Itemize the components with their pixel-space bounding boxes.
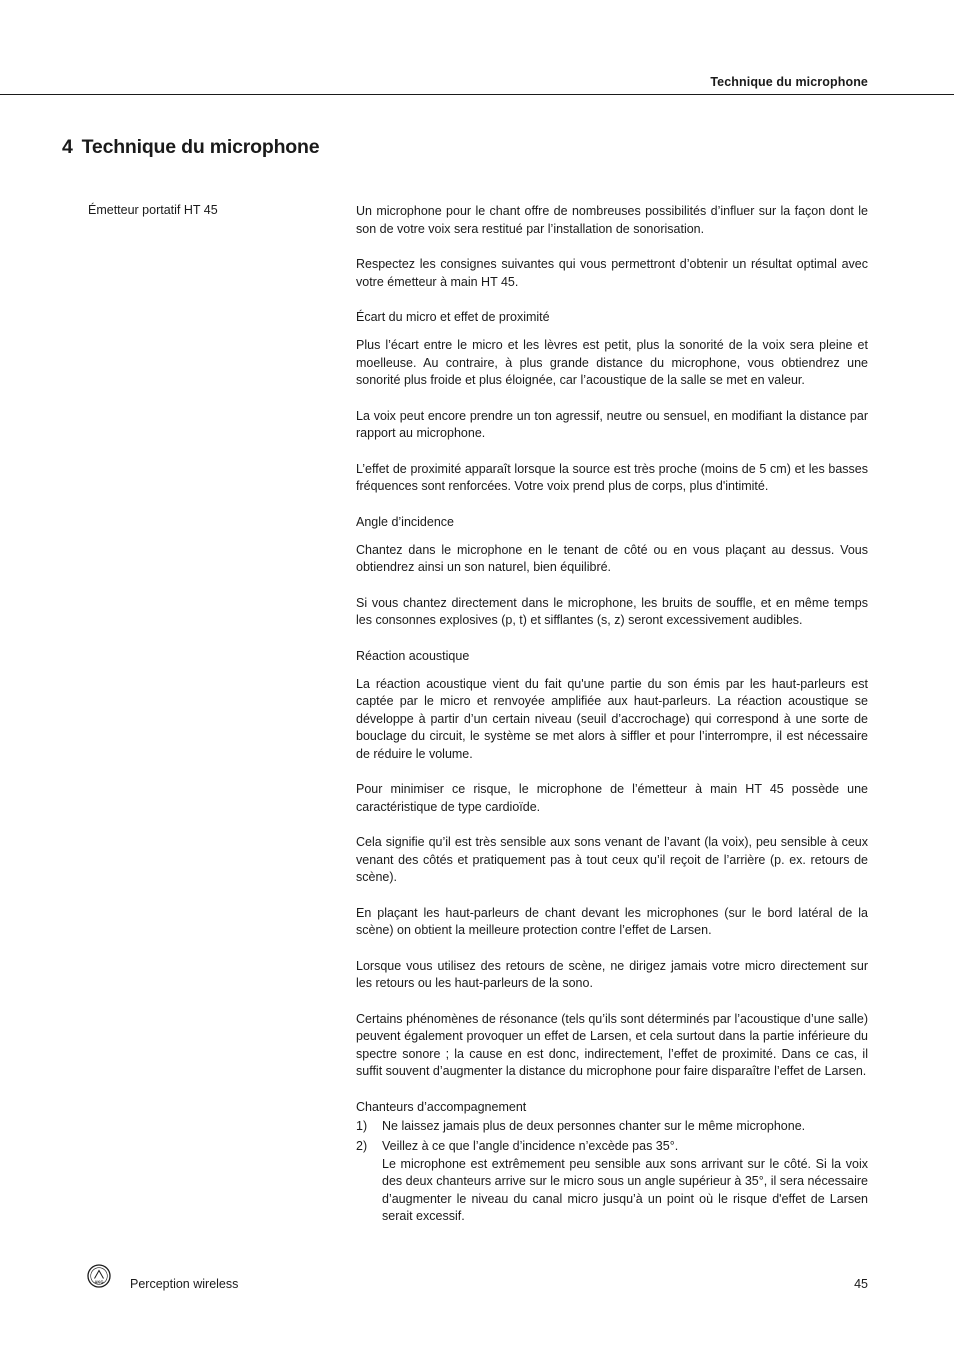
list-item-detail: Le microphone est extrêmement peu sensible aux sons arrivant sur le côté. Si la voix des deux chanteurs arrive sur le micro sous un angle supérieur à 35°, il sera nécessaire d’augmenter le niveau du canal micro jusqu’à un point où le risque d'effet de Larsen serait excessif. bbox=[382, 1156, 868, 1223]
running-header-title: Technique du microphone bbox=[710, 75, 868, 89]
chapter-title: Technique du microphone bbox=[81, 136, 320, 158]
logo-text: AKG bbox=[94, 1279, 104, 1285]
section-heading-backing-singers: Chanteurs d’accompagnement bbox=[356, 1099, 527, 1114]
list-item bbox=[356, 1138, 868, 1226]
list-item-number: 1) bbox=[356, 1118, 368, 1133]
body-paragraph: Certains phénomènes de résonance (tels qu’ils sont déterminés par l’acoustique d’une salle) peuvent également provoquer un effet de Larsen, et cela surtout dans la partie inférieure du spectre sonore ; la cause en est donc, indirectement, l’effet de proximité. Dans ce cas, il suffit souvent d’augmenter la distance du microphone pour faire disparaître l’effet de Larsen. bbox=[356, 1011, 868, 1078]
body-paragraph: Chantez dans le microphone en le tenant de côté ou en vous plaçant au dessus. Vous obtiendrez ainsi un son naturel, bien équilibré. bbox=[356, 542, 868, 574]
list-item-number: 2) bbox=[356, 1139, 368, 1153]
page-number: 45 bbox=[854, 1277, 868, 1291]
main-body bbox=[356, 203, 868, 1229]
numbered-list bbox=[356, 1118, 868, 1226]
body-paragraph: L’effet de proximité apparaît lorsque la source est très proche (moins de 5 cm) et les basses fréquences sont renforcées. Votre voix prend plus de corps, plus d'intimité. bbox=[356, 461, 868, 493]
body-paragraph: Pour minimiser ce risque, le microphone de l’émetteur à main HT 45 possède une caractéristique de type cardioïde. bbox=[356, 782, 868, 814]
header-rule bbox=[0, 94, 954, 95]
sidebar-label: Émetteur portatif HT 45 bbox=[88, 203, 218, 217]
section-heading-angle: Angle d’incidence bbox=[356, 514, 454, 529]
intro-paragraph: Respectez les consignes suivantes qui vous permettront d’obtenir un résultat optimal avec votre émetteur à main HT 45. bbox=[356, 257, 868, 289]
list-item-text: Veillez à ce que l’angle d’incidence n’excède pas 35°. bbox=[382, 1139, 679, 1153]
footer-product: Perception wireless bbox=[130, 1277, 239, 1291]
section-heading-proximity: Écart du micro et effet de proximité bbox=[356, 310, 550, 324]
body-paragraph: Plus l’écart entre le micro et les lèvres est petit, plus la sonorité de la voix sera pleine et moelleuse. Au contraire, à plus grande distance du microphone, vous obtiendrez une sonorité plus froide et plus éloignée, car l’acoustique de la salle se met en valeur. bbox=[356, 338, 868, 387]
section-heading-feedback: Réaction acoustique bbox=[356, 648, 470, 663]
body-paragraph: Cela signifie qu’il est très sensible aux sons venant de l’avant (la voix), peu sensible à ceux venant des côtés et pratiquement pas à tout ceux qu’il reçoit de l’arrière (p. ex. retours de scène). bbox=[356, 835, 868, 884]
akg-logo-icon bbox=[87, 1264, 111, 1288]
list-item bbox=[356, 1118, 868, 1136]
list-item-text: Ne laissez jamais plus de deux personnes chanter sur le même microphone. bbox=[382, 1118, 806, 1133]
body-paragraph: En plaçant les haut-parleurs de chant devant les microphones (sur le bord latéral de la scène) on obtient la meilleure protection contre l’effet de Larsen. bbox=[356, 905, 868, 937]
intro-paragraph: Un microphone pour le chant offre de nombreuses possibilités d’influer sur la façon dont le son de votre voix sera restitué par l’installation de sonorisation. bbox=[356, 204, 868, 236]
body-paragraph: La réaction acoustique vient du fait qu'une partie du son émis par les haut-parleurs est captée par le micro et renvoyée amplifiée aux haut-parleurs. La réaction acoustique se développe à partir d’un certain niveau (seuil d’accrochage) qui correspond à une sorte de bouclage du circuit, le système se met alors à siffler et pour l’interrompre, il est nécessaire de réduire le volume. bbox=[356, 676, 868, 761]
body-paragraph: Si vous chantez directement dans le microphone, les bruits de souffle, et en même temps les consonnes explosives (p, t) et sifflantes (s, z) seront excessivement audibles. bbox=[356, 595, 868, 627]
chapter-heading bbox=[62, 136, 319, 159]
body-paragraph: La voix peut encore prendre un ton agressif, neutre ou sensuel, en modifiant la distance par rapport au microphone. bbox=[356, 408, 868, 440]
chapter-number: 4 bbox=[62, 136, 73, 158]
body-paragraph: Lorsque vous utilisez des retours de scène, ne dirigez jamais votre micro directement sur les retours ou les haut-parleurs de la sono. bbox=[356, 958, 868, 990]
